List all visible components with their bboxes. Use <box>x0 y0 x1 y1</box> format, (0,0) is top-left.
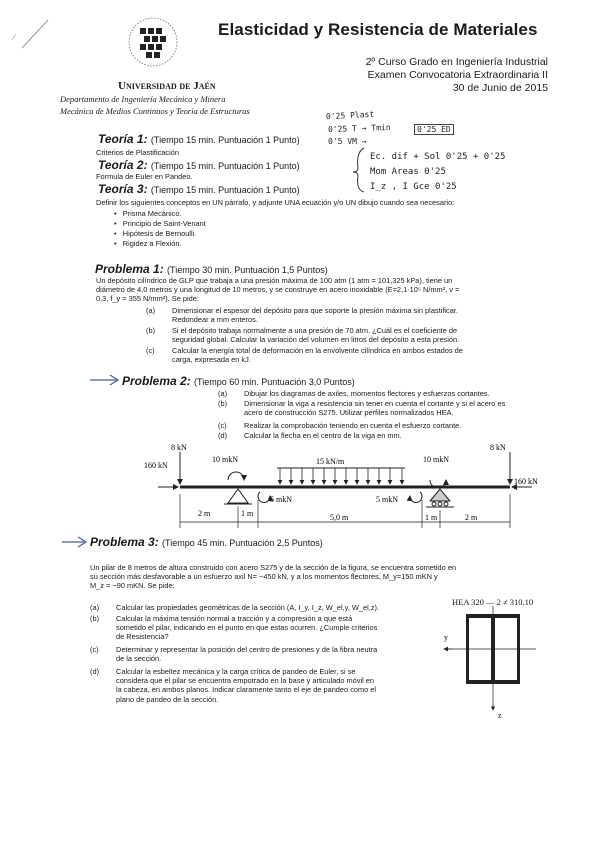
moment-arrow <box>410 492 422 502</box>
force-label: 160 kN <box>144 461 168 470</box>
force-label: 8 kN <box>171 443 187 452</box>
handwritten-note: 0'25 Plast <box>325 109 375 122</box>
teoria-2-heading: Teoría 2: (Tiempo 15 min. Puntuación 1 Punto) <box>98 158 300 172</box>
problema-1-statement: diámetro de 4,0 metros y una longitud de 10 metros, y se construye en acero inoxidable (E=2,1·10⁵ N/mm², ν = <box>96 285 460 294</box>
cross-section-figure <box>438 606 548 721</box>
course-line: 2º Curso Grado en Ingeniería Industrial <box>365 56 548 68</box>
moment-arrow <box>258 492 270 502</box>
distributed-load-arrows <box>280 468 402 484</box>
handwritten-note: 0'25 ED <box>414 124 454 135</box>
page-title: Elasticidad y Resistencia de Materiales <box>218 20 538 39</box>
problema-3-heading: Problema 3: (Tiempo 45 min. Puntuación 2,5 Puntos) <box>90 535 323 549</box>
university-logo <box>118 12 188 74</box>
teoria-1-description: Criterios de Plastificación <box>96 148 179 157</box>
beam-diagram <box>140 442 560 542</box>
moment-label: 5 mkN <box>270 495 292 504</box>
exam-line: Examen Convocatoria Extraordinaria II <box>367 69 548 81</box>
university-name: Universidad de Jaén <box>118 80 216 92</box>
list-item: • Hipótesis de Bernoulli. <box>114 229 197 238</box>
handwritten-brace <box>350 146 370 194</box>
department-line-1: Departamento de Ingeniería Mecánica y Minera <box>60 94 226 104</box>
moment-label: 10 mkN <box>212 455 238 464</box>
arrow-icon <box>88 374 122 386</box>
handwritten-note: Ec. dif + Sol 0'25 + 0'25 <box>370 152 506 162</box>
problema-1-statement: 0,3, f_y = 355 N/mm²). Se pide: <box>96 294 199 303</box>
load-label: 15 kN/m <box>316 457 345 466</box>
dimension-label: 2 m <box>198 509 211 518</box>
moment-arrow <box>228 472 244 480</box>
problema-1-statement: Un depósito cilíndrico de GLP que trabaja a una presión máxima de 100 atm (1 atm = 101,325 kPa), tiene un <box>96 276 453 285</box>
arrow-icon <box>60 536 90 548</box>
dimension-label: 5,0 m <box>330 513 349 522</box>
handwritten-note: Mom Areas 0'25 <box>370 167 446 177</box>
pinned-support <box>228 489 248 503</box>
dimension-label: 2 m <box>465 513 478 522</box>
problema-3-statement: su sección más desfavorable a un esfuerzo axil N= −450 kN, y a los momentos flectores, M_y=150 mKN y <box>90 572 438 581</box>
teoria-1-heading: Teoría 1: (Tiempo 15 min. Puntuación 1 Punto) <box>98 132 300 146</box>
section-label: HEA 320 — 2 ≠ 310.10 <box>452 597 534 607</box>
problema-3-statement: Un pilar de 8 metros de altura construido con acero S275 y de la sección de la figura, se encuentra sometido en <box>90 563 457 572</box>
handwritten-note: I_z , I Gce 0'25 <box>370 182 457 192</box>
problema-2-heading: Problema 2: (Tiempo 60 min. Puntuación 3,0 Puntos) <box>122 374 355 388</box>
date-line: 30 de Junio de 2015 <box>452 82 548 94</box>
department-line-2: Mecánica de Medios Continuos y Teoría de Estructuras <box>60 106 250 116</box>
force-label: 8 kN <box>490 443 506 452</box>
list-item: • Principio de Saint-Venant <box>114 219 206 228</box>
list-item: • Prisma Mecánico. <box>114 209 182 218</box>
handwritten-note: 0'25 T → Tmin <box>327 122 391 135</box>
teoria-3-heading: Teoría 3: (Tiempo 15 min. Puntuación 1 Punto) <box>98 182 300 196</box>
force-label: 160 kN <box>514 477 538 486</box>
dimension-label: 1 m <box>241 509 254 518</box>
pen-marks <box>0 0 80 60</box>
teoria-3-description: Definir los siguientes conceptos en UN párrafo, y adjunte UNA ecuación y/o UN dibujo cuando sea necesario: <box>96 198 455 207</box>
problema-1-heading: Problema 1: (Tiempo 30 min. Puntuación 1,5 Puntos) <box>95 262 328 276</box>
problema-3-statement: M_z = −90 mKN. Se pide: <box>90 581 175 590</box>
moment-label: 5 mkN <box>376 495 398 504</box>
axis-label-z: z <box>498 711 502 720</box>
roller-support <box>430 489 450 501</box>
dimension-label: 1 m <box>425 513 438 522</box>
axis-label-y: y <box>444 633 448 642</box>
handwritten-note: 0'5 VM → <box>328 137 367 146</box>
teoria-2-description: Formula de Euler en Pandeo. <box>96 172 193 181</box>
list-item: • Rigidez a Flexión. <box>114 239 182 248</box>
moment-label: 10 mkN <box>423 455 449 464</box>
